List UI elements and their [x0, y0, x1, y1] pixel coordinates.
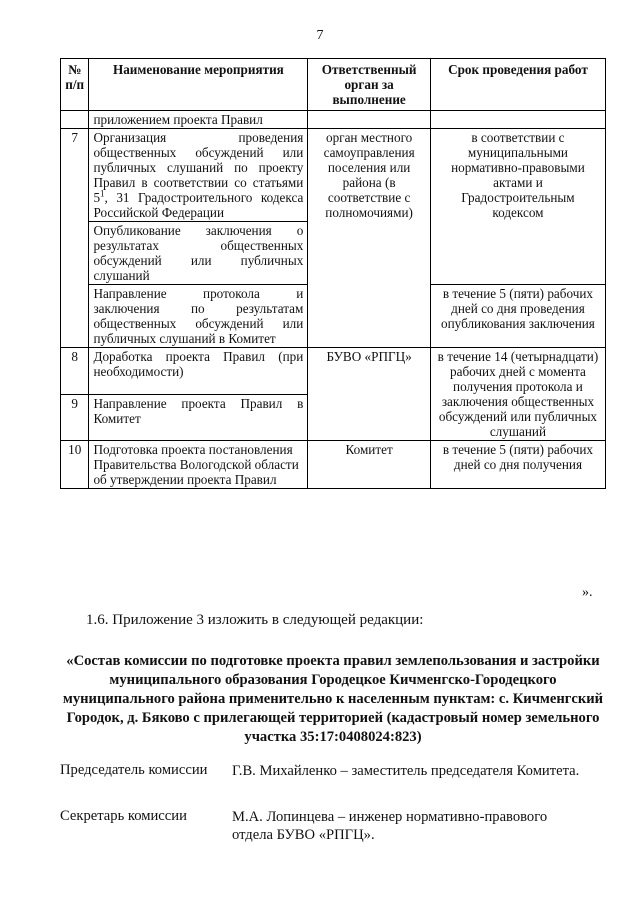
chairman-person: Г.В. Михайленко – заместитель председателя Комитета.	[232, 763, 580, 779]
cell-empty	[430, 111, 605, 129]
row10-name: Подготовка проекта постановления Правительства Вологодской области об утверждении проекта Правил	[89, 441, 308, 489]
cell-empty	[308, 111, 431, 129]
table-row-10	[61, 441, 606, 489]
table-row-7a	[61, 129, 606, 222]
events-table	[60, 58, 606, 489]
row10-responsible: Комитет	[308, 441, 431, 489]
row7-deadline2: в течение 5 (пяти) рабочих дней со дня проведения опубликования заключения	[430, 285, 605, 348]
table-row-8	[61, 348, 606, 395]
continuation-text: приложением проекта Правил	[89, 111, 308, 129]
row7-num: 7	[61, 129, 89, 348]
cell-empty	[61, 111, 89, 129]
commission-heading: «Состав комиссии по подготовке проекта правил землепользования и застройки муниципального образования Городецкое Кичменгско-Городецкого муниципального района применительно к населенным пунктам: с. Кичменгский Городок, д. Бяково с прилегающей территорией (кадастровый номер земельного участка 35:17:0408024:823)	[62, 653, 604, 745]
row7-item3: Направление протокола и заключения по результатам общественных обсуждений или публичных слушаний в Комитет	[89, 285, 308, 348]
section-text: 1.6. Приложение 3 изложить в следующей редакции:	[86, 612, 424, 628]
row7-item1-text: Организация проведения общественных обсуждений или публичных слушаний по проекту Правил в соответствии со статьями 5	[93, 130, 304, 205]
row9-name: Направление проекта Правил в Комитет	[89, 394, 308, 441]
header-num: № п/п	[61, 59, 89, 111]
table-row-continuation	[61, 111, 606, 129]
page-number: 7	[316, 28, 324, 43]
row8-name: Доработка проекта Правил (при необходимости)	[89, 348, 308, 395]
row7-item1	[89, 129, 308, 222]
row7-item1-text-end: , 31 Градостроительного кодекса Российской Федерации	[93, 190, 304, 220]
header-responsible: Ответственный орган за выполнение	[308, 59, 431, 111]
row10-deadline: в течение 5 (пяти) рабочих дней со дня получения	[430, 441, 605, 489]
row7-responsible: орган местного самоуправления поселения или района (в соответствие с полномочиями)	[308, 129, 431, 348]
row9-num: 9	[61, 394, 89, 441]
row10-num: 10	[61, 441, 89, 489]
row8-responsible: БУВО «РПГЦ»	[308, 348, 431, 441]
row7-item1-sup: 1	[100, 188, 105, 199]
row8-num: 8	[61, 348, 89, 395]
chairman-role: Председатель комиссии	[60, 762, 208, 778]
header-deadline: Срок проведения работ	[430, 59, 605, 111]
secretary-role: Секретарь комиссии	[60, 808, 187, 824]
row7-item2: Опубликование заключения о результатах общественных обсуждений или публичных слушаний	[89, 222, 308, 285]
table-header-row	[61, 59, 606, 111]
closing-quote: ».	[582, 585, 593, 600]
row7-deadline1: в соответствии с муниципальными нормативно-правовыми актами и Градостроительным кодексом	[430, 129, 605, 285]
row8-deadline: в течение 14 (четырнадцати) рабочих дней с момента получения протокола и заключения общественных обсуждений или публичных слушаний	[430, 348, 605, 441]
header-name: Наименование мероприятия	[89, 59, 308, 111]
secretary-person: М.А. Лопинцева – инженер нормативно-правового отдела БУВО «РПГЦ».	[232, 809, 548, 843]
